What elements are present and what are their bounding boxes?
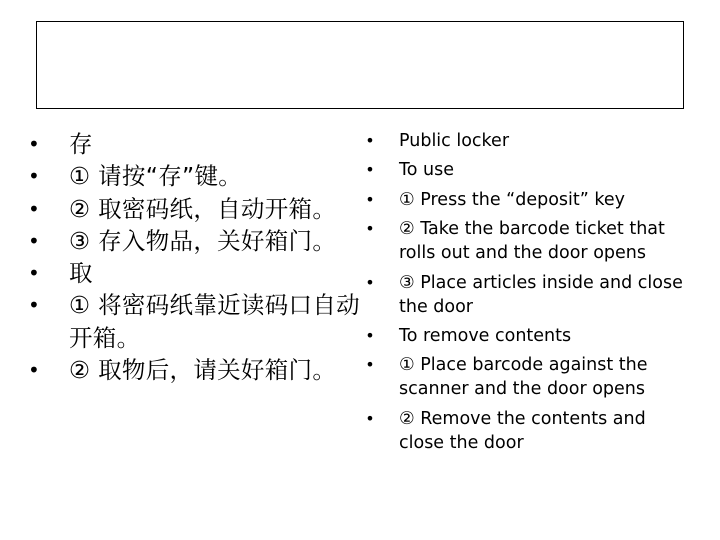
- chinese-instructions-list: [28, 128, 380, 386]
- list-item-text: ① Press the “deposit” key: [399, 189, 626, 210]
- bullet-icon: •: [28, 261, 41, 286]
- list-item: [364, 271, 690, 319]
- title-placeholder-box: [36, 21, 684, 109]
- bullet-icon: •: [365, 408, 375, 428]
- list-item-text: ① Place barcode against the scanner and the door opens: [399, 355, 648, 400]
- list-item: [364, 353, 690, 401]
- bullet-icon: •: [365, 355, 375, 375]
- list-item: [28, 257, 380, 289]
- list-item: [28, 193, 380, 225]
- list-item: [364, 188, 690, 212]
- list-item: [28, 354, 380, 386]
- bullet-icon: •: [365, 272, 375, 292]
- list-item-text: ① 请按“存”键。: [69, 162, 243, 191]
- list-item: [364, 324, 690, 348]
- list-item-text: ② Take the barcode ticket that rolls out and the door opens: [399, 219, 665, 264]
- list-item: [364, 407, 690, 455]
- list-item: [28, 225, 380, 257]
- list-item: [364, 158, 690, 182]
- bullet-icon: •: [365, 325, 375, 345]
- list-item: [28, 160, 380, 192]
- list-item-text: ② 取物后，请关好箱门。: [69, 356, 337, 385]
- list-item-text: To remove contents: [399, 325, 572, 346]
- list-item-text: 取: [69, 259, 93, 288]
- bullet-icon: •: [365, 160, 375, 180]
- list-item-text: ① 将密码纸靠近读码口自动开箱。: [69, 291, 360, 352]
- bullet-icon: •: [365, 131, 375, 150]
- bullet-icon: •: [28, 358, 41, 383]
- list-item: [28, 289, 380, 354]
- list-item: [28, 128, 380, 160]
- bullet-icon: •: [28, 196, 41, 221]
- list-item: [364, 217, 690, 265]
- list-item-text: ③ 存入物品，关好箱门。: [69, 226, 337, 255]
- list-item-text: ② 取密码纸，自动开箱。: [69, 194, 337, 223]
- bullet-icon: •: [28, 132, 41, 156]
- list-item-text: To use: [399, 160, 454, 181]
- bullet-icon: •: [365, 189, 375, 209]
- english-instructions-list: [364, 129, 690, 460]
- bullet-icon: •: [28, 164, 41, 189]
- list-item-text: ③ Place articles inside and close the door: [399, 272, 683, 317]
- bullet-icon: •: [28, 293, 41, 318]
- bullet-icon: •: [365, 219, 375, 239]
- bullet-icon: •: [28, 228, 41, 253]
- list-item-text: ② Remove the contents and close the door: [399, 408, 646, 453]
- list-item: [364, 129, 690, 153]
- list-item-text: 存: [69, 130, 93, 158]
- list-item-text: Public locker: [399, 131, 510, 151]
